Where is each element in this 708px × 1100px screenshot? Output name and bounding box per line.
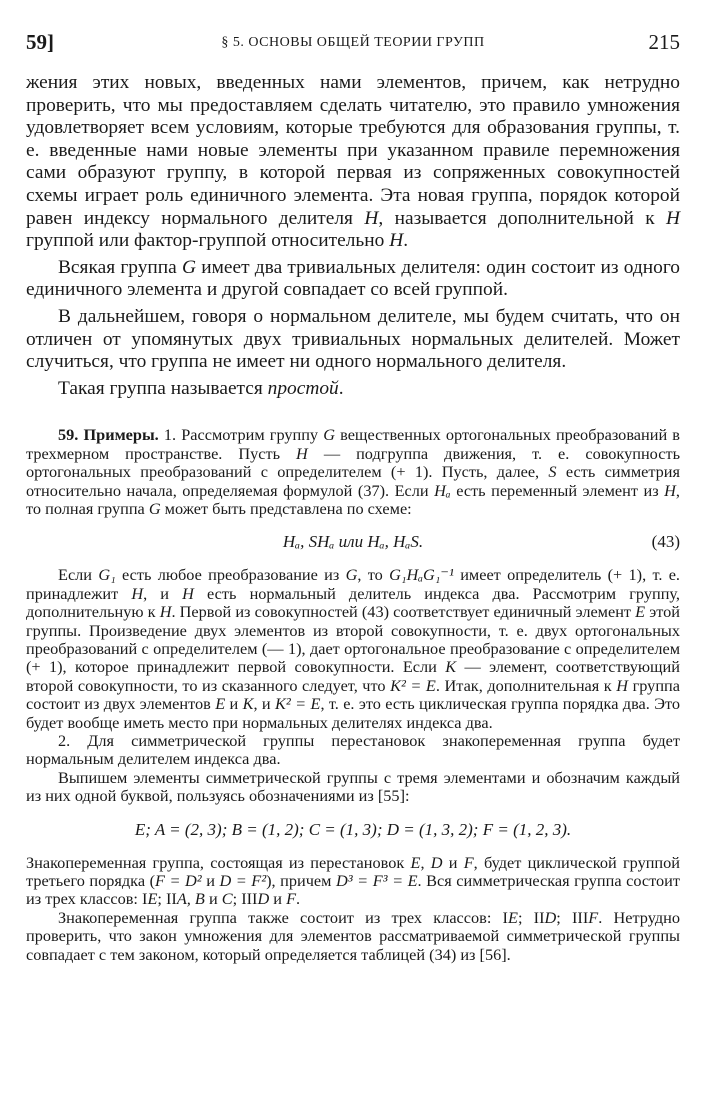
math-expr: D³ = F³ = E	[336, 871, 418, 891]
text: есть любое преобразование из	[115, 565, 346, 585]
math-var: H	[389, 230, 404, 252]
text: и	[201, 871, 220, 891]
text: 1. Рассмотрим группу	[158, 425, 324, 445]
text: , т. е. это есть циклическая группа порядка два. Это будет вообще иметь место при нормальных делителях индекса два.	[26, 694, 680, 732]
text: этой группы. Произведение двух элементов из второй совокупности, т. е. двух ортогональных преобразований с определителем (— 1), дает ортогональное преобразование с определителем (+ 1), которое принадлежит первой совокупности. Если	[26, 602, 680, 677]
math-var: F	[286, 889, 297, 909]
running-header	[26, 30, 680, 54]
text: ; II	[517, 907, 545, 927]
math-var: G	[323, 425, 335, 445]
math-var: G	[148, 498, 161, 518]
math-var: H	[296, 443, 308, 463]
text: , то	[357, 565, 390, 585]
text: и	[442, 852, 464, 872]
text: , то полная группа	[26, 480, 680, 518]
text: — элемент, соответствующий второй совокупности, то из сказанного следует, что	[26, 657, 680, 695]
section-examples-p4: Выпишем элементы симметрической группы с тремя элементами и обозначим каждый из них одной буквой, пользуясь обозначениями из [55]:	[26, 767, 680, 806]
math-var: H	[159, 602, 172, 622]
math-expr: F = D²	[155, 871, 202, 891]
text: Знакопеременная группа также состоит из трех классов: I	[58, 907, 508, 927]
text: ,	[420, 852, 431, 872]
text: . Вся симметрическая группа состоит из трех классов: I	[26, 871, 680, 909]
paragraph-nontrivial: В дальнейшем, говоря о нормальном делителе, мы будем считать, что он отличен от упомянутых двух тривиальных нормальных делителей. Может случиться, что группа не имеет ни одного нормального делителя.	[26, 305, 680, 373]
math-var: S	[548, 462, 557, 482]
section-examples-p3: 2. Для симметрической группы перестановок знакопеременная группа будет нормальным делителем индекса два.	[26, 731, 680, 769]
text: , и	[143, 583, 183, 603]
math-var: H	[616, 675, 629, 695]
math-var: G	[182, 256, 197, 278]
math-var: C	[221, 889, 233, 909]
text: . Итак, дополнительная к	[435, 675, 617, 695]
text: , будет циклической группой третьего порядка (	[26, 852, 680, 891]
math-var: D	[430, 852, 443, 872]
text: может быть представлена по схеме:	[160, 498, 412, 518]
text: есть переменный элемент из	[450, 480, 665, 500]
math-var: K	[445, 657, 457, 677]
section-examples-p1	[26, 426, 680, 518]
paragraph-factor-group	[26, 72, 680, 253]
text: ), причем	[266, 871, 336, 891]
text: группа состоит из двух элементов	[26, 675, 680, 714]
text: ; III	[232, 889, 258, 909]
text: ; III	[556, 907, 589, 927]
text: .	[296, 889, 301, 909]
text: имеет определитель (+ 1), т. е. принадлежит	[26, 565, 680, 603]
text: имеет два тривиальных делителя: один состоит из одного единичного элемента и другой совпадает со всей группой.	[26, 256, 680, 301]
text: , и	[253, 694, 276, 714]
page-body	[26, 72, 680, 964]
section-examples-p6	[26, 909, 680, 964]
paragraph-trivial-divisors	[26, 257, 680, 302]
text: есть нормальный делитель индекса два. Рассмотрим группу, дополнительную к	[26, 583, 680, 622]
math-var: E	[215, 694, 226, 714]
math-var: H	[664, 480, 676, 500]
formula-number: (43)	[651, 532, 680, 552]
header-chapter-title: § 5. ОСНОВЫ ОБЩЕЙ ТЕОРИИ ГРУПП	[221, 35, 485, 50]
math-var: A, B	[176, 889, 205, 909]
math-expr: G₁HₐG₁⁻¹	[389, 565, 454, 585]
math-var: K	[242, 694, 254, 714]
text: — подгруппа движения, т. е. совокупность ортогональных преобразований с определителем (+ 1). Пусть, далее,	[26, 443, 680, 482]
section-examples-p2	[26, 566, 680, 732]
text: и	[269, 889, 287, 909]
math-var: E	[507, 907, 518, 927]
text: Если	[58, 565, 99, 585]
formula-expression: Hₐ, SHₐ или Hₐ, HₐS.	[282, 532, 424, 552]
text: Такая группа называется	[58, 377, 268, 399]
section-title: 59. Примеры.	[58, 425, 159, 445]
text: .	[338, 377, 344, 399]
text: ; II	[157, 889, 177, 909]
emphasis: простой	[267, 377, 339, 399]
formula-permutations	[26, 820, 680, 840]
text: Знакопеременная группа, состоящая из перестановок	[26, 852, 411, 872]
text: и	[204, 889, 222, 909]
section-examples-p5	[26, 854, 680, 909]
text: группой или фактор-группой относительно	[26, 230, 390, 252]
text: есть симметрия относительно начала, определяемая формулой (37). Если	[26, 462, 680, 500]
math-var: H	[131, 583, 144, 603]
math-var: H	[364, 207, 379, 229]
math-var: E	[410, 852, 421, 872]
formula-expression: E; A = (2, 3); B = (1, 2); C = (1, 3); D = (1, 3, 2); F = (1, 2, 3).	[134, 819, 572, 839]
text: , называется дополнительной к	[378, 207, 666, 229]
math-var: F	[463, 852, 474, 872]
math-expr: K² = E	[390, 675, 436, 695]
text: .	[403, 230, 409, 252]
text: и	[225, 694, 243, 714]
math-var: E	[147, 889, 158, 909]
text: . Первой из совокупностей (43) соответствует единичный элемент	[171, 602, 636, 622]
math-var: E	[635, 602, 646, 622]
math-var: D	[544, 907, 557, 927]
math-var: F	[588, 907, 599, 927]
math-expr: K² = E	[275, 694, 321, 714]
math-expr: D = F²	[219, 871, 267, 891]
text: Всякая группа	[58, 256, 183, 278]
formula-43	[26, 532, 680, 552]
text: . Нетрудно проверить, что закон умножения для элементов рассматриваемой симметрической группы совпадает с тем законом, который определяется таблицей (34) из [56].	[26, 907, 680, 964]
text: вещественных ортогональных преобразований в трехмерном пространстве. Пусть	[26, 425, 680, 463]
math-var: H	[665, 207, 680, 229]
math-var: G₁	[98, 565, 116, 585]
math-var: Hₐ	[434, 480, 451, 500]
text: жения этих новых, введенных нами элементов, причем, как нетрудно проверить, что мы предоставляем сделать читателю, это правило умножения удовлетворяет всем условиям, которые требуются для образования группы, т. е. введенные нами новые элементы при указанном правиле перемножения сами образуют группу, в которой первая из сопряженных совокупностей схемы играет роль единичного элемента. Эта новая группа, порядок которой равен индексу нормального делителя	[26, 72, 680, 229]
math-var: D	[257, 889, 270, 909]
paragraph-simple-group	[26, 378, 680, 401]
header-section-number: 59]	[26, 30, 54, 54]
math-var: H	[182, 583, 194, 603]
header-page-number: 215	[648, 30, 680, 54]
math-var: G	[345, 565, 358, 585]
